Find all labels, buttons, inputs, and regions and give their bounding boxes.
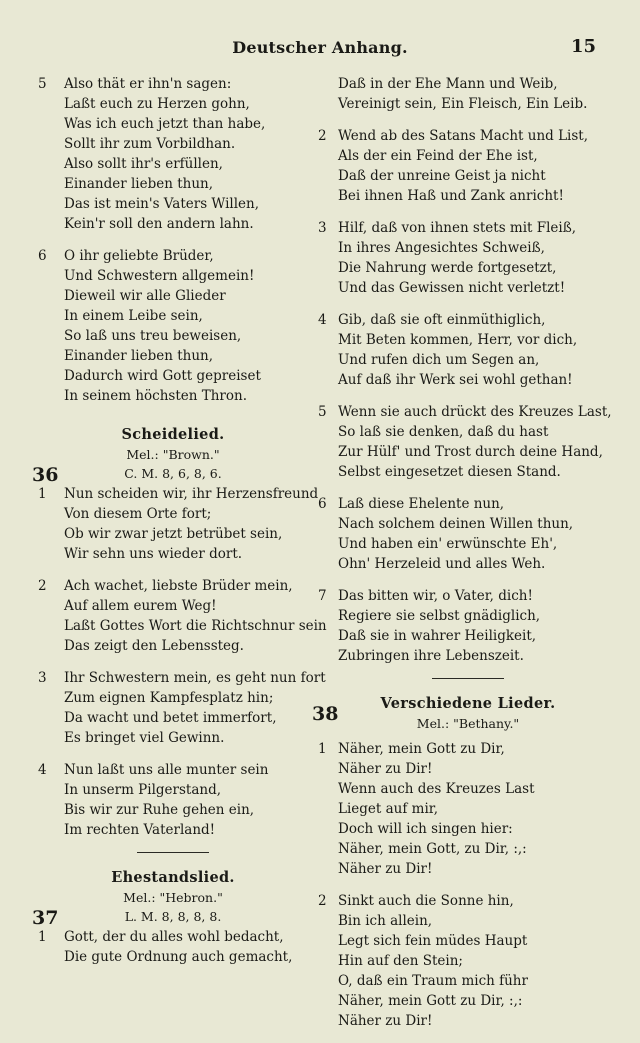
verse-line: Sollt ihr zum Vorbildhan. [64, 136, 236, 152]
verse-line: Mit Beten kommen, Herr, vor dich, [338, 332, 578, 348]
hymn-36-header [32, 424, 308, 486]
hymn-38-title: Verschiedene Lieder. [380, 695, 556, 712]
verse-line: In seinem höchsten Thron. [64, 388, 248, 404]
verse-line: Was ich euch jetzt than habe, [64, 116, 266, 132]
verse-line: Ach wachet, liebste Brüder mein, [64, 578, 293, 594]
stanza-number: 2 [38, 578, 47, 594]
verse-line: Dieweil wir alle Glieder [64, 288, 226, 304]
verse-line: In ihres Angesichtes Schweiß, [338, 240, 545, 256]
verse-line: Ihr Schwestern mein, es geht nun fort [64, 670, 326, 686]
verse-line: Näher zu Dir! [338, 861, 433, 877]
verse-line: Die gute Ordnung auch gemacht, [64, 949, 293, 965]
divider [137, 852, 209, 853]
verse-line: Nach solchem deinen Willen thun, [338, 516, 574, 532]
verse-line: Vereinigt sein, Ein Fleisch, Ein Leib. [338, 96, 588, 112]
verse-line: Näher, mein Gott, zu Dir, :,: [338, 841, 527, 857]
verse-line: Also thät er ihn'n sagen: [64, 76, 232, 92]
verse-line: O ihr geliebte Brüder, [64, 248, 214, 264]
verse-line: Daß in der Ehe Mann und Weib, [338, 76, 558, 92]
hymn-36-melody: Mel.: "Brown." [126, 447, 220, 462]
verse-line: Legt sich fein müdes Haupt [338, 933, 528, 949]
verse-line: O, daß ein Traum mich führ [338, 973, 528, 989]
verse-line: Wenn auch des Kreuzes Last [338, 781, 535, 797]
verse-line: Lieget auf mir, [338, 801, 439, 817]
stanza [318, 586, 618, 666]
verse-line: Nun scheiden wir, ihr Herzensfreund [64, 486, 319, 502]
verse-line: Hilf, daß von ihnen stets mit Fleiß, [338, 220, 577, 236]
verse-line: Hin auf den Stein; [338, 953, 463, 969]
stanza-number: 4 [318, 312, 327, 328]
verse-line: Daß der unreine Geist ja nicht [338, 168, 546, 184]
hymn-36-meter: C. M. 8, 6, 8, 6. [124, 466, 222, 481]
verse-line: Gib, daß sie oft einmüthiglich, [338, 312, 546, 328]
verse-line: Näher zu Dir! [338, 1013, 433, 1029]
verse-line: Als der ein Feind der Ehe ist, [338, 148, 538, 164]
stanza-number: 5 [318, 404, 327, 420]
stanza [318, 891, 618, 1031]
verse-line: Sinkt auch die Sonne hin, [338, 893, 514, 909]
stanza [38, 246, 308, 406]
hymn-36-number: 36 [32, 464, 59, 486]
stanza-number: 3 [318, 220, 327, 236]
verse-line: Auf allem eurem Weg! [64, 598, 217, 614]
hymn-37-title: Ehestandslied. [111, 869, 235, 886]
hymn-37-meter: L. M. 8, 8, 8, 8. [124, 909, 222, 924]
stanza-number: 6 [318, 496, 327, 512]
stanza [38, 484, 319, 564]
hymn-37-header [32, 867, 308, 929]
verse-line: Im rechten Vaterland! [64, 822, 216, 838]
stanza [38, 760, 308, 840]
hymn-37-melody: Mel.: "Hebron." [123, 890, 223, 905]
stanza [38, 74, 308, 234]
verse-line: Das bitten wir, o Vater, dich! [338, 588, 533, 604]
hymn-38-header [312, 693, 618, 733]
stanza-number: 1 [38, 486, 47, 502]
hymn-37-number: 37 [32, 907, 59, 929]
verse-line: Einander lieben thun, [64, 176, 214, 192]
hymn-38-melody: Mel.: "Bethany." [416, 716, 520, 731]
stanza-number: 2 [318, 893, 327, 909]
stanza [318, 402, 618, 482]
right-column [312, 74, 618, 1043]
verse-line: Von diesem Orte fort; [64, 506, 212, 522]
running-title: Deutscher Anhang. [232, 38, 408, 57]
verse-line: Kein'r soll den andern lahn. [64, 216, 254, 232]
verse-line: Das zeigt den Lebenssteg. [64, 638, 244, 654]
stanza-number: 6 [38, 248, 47, 264]
verse-line: Und Schwestern allgemein! [64, 268, 255, 284]
verse-line: Näher, mein Gott zu Dir, :,: [338, 993, 523, 1009]
verse-line: Bei ihnen Haß und Zank anricht! [338, 188, 564, 204]
stanza-number: 1 [38, 929, 47, 945]
verse-line: Laßt Gottes Wort die Richtschnur sein [64, 618, 327, 634]
stanza-number: 1 [318, 741, 327, 757]
verse-line: Und rufen dich um Segen an, [338, 352, 540, 368]
verse-line: So laß uns treu beweisen, [64, 328, 242, 344]
stanza-number: 3 [38, 670, 47, 686]
verse-line: Bin ich allein, [338, 913, 433, 929]
verse-line: Da wacht und betet immerfort, [64, 710, 277, 726]
verse-line: Gott, der du alles wohl bedacht, [64, 929, 284, 945]
hymn-38-stanzas [318, 739, 618, 1031]
verse-line: Und haben ein' erwünschte Eh', [338, 536, 558, 552]
verse-line: Ohn' Herzeleid und alles Weh. [338, 556, 546, 572]
left-top-stanzas [38, 74, 308, 406]
verse-line: Wir sehn uns wieder dort. [64, 546, 243, 562]
verse-line: In einem Leibe sein, [64, 308, 203, 324]
stanza [318, 74, 618, 114]
verse-line: Also sollt ihr's erfüllen, [64, 156, 223, 172]
verse-line: Zubringen ihre Lebenszeit. [338, 648, 524, 664]
verse-line: In unserm Pilgerstand, [64, 782, 222, 798]
stanza-number: 7 [318, 588, 327, 604]
divider [432, 678, 504, 679]
verse-line: Laßt euch zu Herzen gohn, [64, 96, 250, 112]
stanza-number: 5 [38, 76, 47, 92]
verse-line: Wenn sie auch drückt des Kreuzes Last, [338, 404, 612, 420]
hymn-38-number: 38 [312, 703, 339, 725]
verse-line: So laß sie denken, daß du hast [338, 424, 549, 440]
verse-line: Einander lieben thun, [64, 348, 214, 364]
verse-line: Doch will ich singen hier: [338, 821, 513, 837]
verse-line: Selbst eingesetzet diesen Stand. [338, 464, 561, 480]
stanza [318, 310, 618, 390]
stanza [318, 126, 618, 206]
hymn-37-stanzas [38, 927, 308, 967]
verse-line: Zur Hülf' und Trost durch deine Hand, [338, 444, 603, 460]
verse-line: Und das Gewissen nicht verletzt! [338, 280, 566, 296]
stanza-number: 4 [38, 762, 47, 778]
verse-line: Näher zu Dir! [338, 761, 433, 777]
verse-line: Daß sie in wahrer Heiligkeit, [338, 628, 537, 644]
verse-line: Bis wir zur Ruhe gehen ein, [64, 802, 255, 818]
stanza [318, 218, 618, 298]
verse-line: Dadurch wird Gott gepreiset [64, 368, 261, 384]
stanza-number: 2 [318, 128, 327, 144]
verse-line: Es bringet viel Gewinn. [64, 730, 225, 746]
verse-line: Wend ab des Satans Macht und List, [338, 128, 589, 144]
verse-line: Laß diese Ehelente nun, [338, 496, 505, 512]
verse-line: Das ist mein's Vaters Willen, [64, 196, 259, 212]
verse-line: Näher, mein Gott zu Dir, [338, 741, 505, 757]
stanza [38, 927, 308, 967]
verse-line: Ob wir zwar jetzt betrübet sein, [64, 526, 283, 542]
verse-line: Zum eignen Kampfesplatz hin; [64, 690, 274, 706]
verse-line: Nun laßt uns alle munter sein [64, 762, 269, 778]
page-number: 15 [570, 36, 596, 57]
verse-line: Auf daß ihr Werk sei wohl gethan! [338, 372, 573, 388]
stanza [318, 494, 618, 574]
right-top-stanzas [318, 74, 618, 666]
stanza [38, 576, 327, 656]
verse-line: Regiere sie selbst gnädiglich, [338, 608, 541, 624]
stanza [318, 739, 618, 879]
verse-line: Die Nahrung werde fortgesetzt, [338, 260, 557, 276]
hymn-36-title: Scheidelied. [121, 426, 225, 443]
